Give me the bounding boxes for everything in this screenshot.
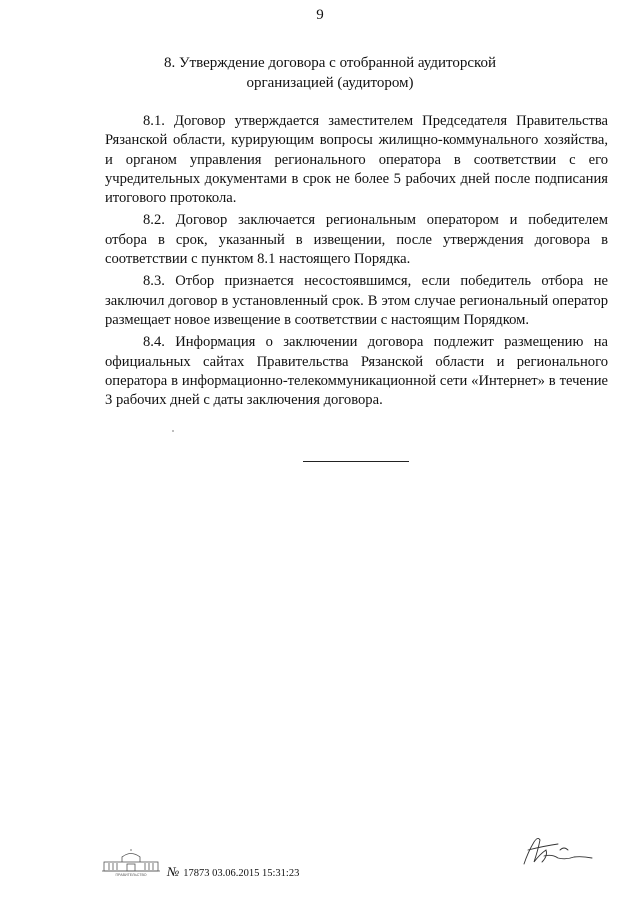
document-body <box>105 112 608 413</box>
government-building-logo <box>100 849 162 877</box>
section-heading-line-1: 8. Утверждение договора с отобранной аудиторской <box>163 55 497 71</box>
section-heading <box>150 53 510 93</box>
paragraph-8-2: 8.2. Договор заключается региональным оператором и победителем отбора в срок, указанный в извещении, после утверждения договора в соответствии с пунктом 8.1 настоящего Порядка. <box>105 212 608 268</box>
svg-text:ПРАВИТЕЛЬСТВО: ПРАВИТЕЛЬСТВО <box>115 873 147 877</box>
paragraph-8-3: 8.3. Отбор признается несостоявшимся, если победитель отбора не заключил договор в установленный срок. В этом случае региональный оператор размещает новое извещение в соответствии с настоящим Порядком. <box>105 273 608 328</box>
scan-speck <box>172 430 174 432</box>
section-heading-line-2: организацией (аудитором) <box>246 75 414 91</box>
closing-divider <box>303 461 409 462</box>
registration-stamp <box>167 864 299 880</box>
paragraph-8-1: 8.1. Договор утверждается заместителем Председателя Правительства Рязанской области, курирующим вопросы жилищно-коммунального хозяйства, и органом управления регионального оператора в соответствии с его учредительных документами в срок не более 5 рабочих дней после подписания итогового протокола. <box>105 113 608 207</box>
registration-info: 17873 03.06.2015 15:31:23 <box>183 868 300 879</box>
handwritten-signature <box>518 830 594 872</box>
paragraph-8-4: 8.4. Информация о заключении договора подлежит размещению на официальных сайтах Правительства Рязанской области и регионального оператора в информационно-телекоммуникационной сети «Интернет» в течение 3 рабочих дней с даты заключения договора. <box>105 334 608 409</box>
page-number: 9 <box>316 7 324 23</box>
number-sign: № <box>167 864 180 879</box>
